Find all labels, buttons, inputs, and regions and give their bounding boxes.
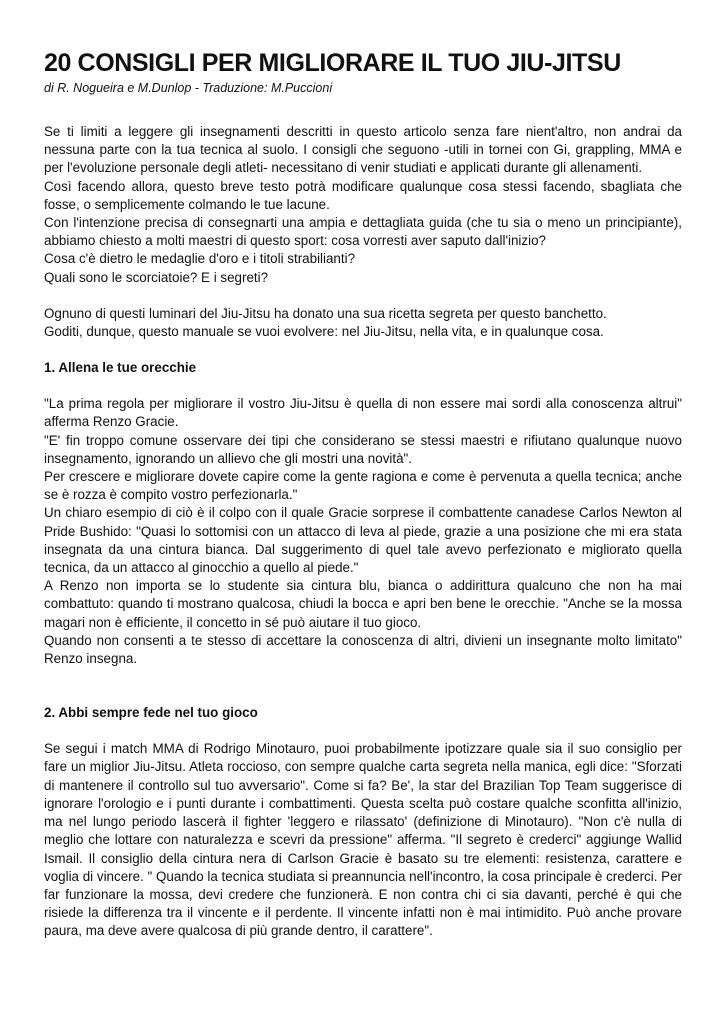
section-paragraph: A Renzo non importa se lo studente sia cintura blu, bianca o addirittura qualcuno che non ha mai combattuto: quando ti mostrano qualcosa, chiudi la bocca e apri ben bene le orecchie. "Anche se la mossa magari non è efficiente, il concetto in sé può aiutare il tuo gioco. [44, 578, 682, 630]
section-paragraph: Se segui i match MMA di Rodrigo Minotauro, puoi probabilmente ipotizzare quale sia il suo consiglio per fare un miglior Jiu-Jitsu. Atleta roccioso, con sempre qualche carta segreta nella manica, egli dice: "Sforzati di mantenere il controllo sul tuo avversario". Come si fa? Be', la star del Brazilian Top Team suggerisce di ignorare l'orologio e i punti durante i combattimenti. Questa scelta può costare qualche sconfitta all'inizio, ma nel lungo periodo lascerà il fighter 'leggero e rilassato' (definizione di Minotauro). "Non c'è nulla di meglio che lottare con naturalezza e scevri da pressione" afferma. "Il segreto è crederci" aggiunge Wallid Ismail. Il consiglio della cintura nera di Carlson Gracie è basato su tre elementi: resistenza, carattere e voglia di vincere. " Quando la tecnica studiata si preannuncia nell'incontro, la cosa principale è crederci. Per far funzionare la mossa, devi credere che funzionerà. E non contra chi ci sia davanti, perché è qui che risiede la differenza tra il vincente e il perdente. Il vincente infatti non è mai intimidito. Può anche provare paura, ma deve avere qualcosa di più grande dentro, il carattere". [44, 741, 682, 939]
intro-paragraph: Così facendo allora, questo breve testo potrà modificare qualunque cosa stessi facendo, sbagliata che fosse, o semplicemente colmando le tue lacune. [44, 178, 682, 212]
intro-paragraph: Quali sono le scorciatoie? E i segreti? [44, 269, 269, 285]
intro-paragraph: Se ti limiti a leggere gli insegnamenti descritti in questo articolo senza fare nient'altro, non andrai da nessuna parte con la tua tecnica al suolo. I consigli che seguono -utili in tornei con Gi, grappling, MMA e per l'evoluzione personale degli atleti- necessitano di venir studiati e applicati durante gli allenamenti. [44, 124, 682, 176]
intro-block [44, 123, 682, 287]
document-byline: di R. Nogueira e M.Dunlop - Traduzione: M.Puccioni [44, 81, 333, 95]
section-paragraph: Quando non consenti a te stesso di accettare la conoscenza di altri, divieni un insegnante molto limitato" Renzo insegna. [44, 632, 682, 667]
section-body [44, 395, 682, 668]
intro-paragraph: Cosa c'è dietro le medaglie d'oro e i titoli strabilianti? [44, 251, 356, 267]
document-title: 20 CONSIGLI PER MIGLIORARE IL TUO JIU-JITSU [44, 49, 621, 77]
section-heading: 2. Abbi sempre fede nel tuo gioco [44, 705, 258, 721]
intro-paragraph: Con l'intenzione precisa di consegnarti una ampia e dettagliata guida (che tu sia o meno un principiante), abbiamo chiesto a molti maestri di questo sport: cosa vorresti aver saputo dall'inizio? [44, 215, 682, 249]
intro-closing-paragraph: Ognuno di questi luminari del Jiu-Jitsu ha donato una sua ricetta segreta per questo banchetto. [44, 305, 607, 321]
section-paragraph: Un chiaro esempio di ciò è il colpo con il quale Gracie sorprese il combattente canadese Carlos Newton al Pride Bushido: "Quasi lo sottomisi con un attacco di leva al piede, grazie a una posizione che mi era stata insegnata da una cintura bianca. Dal suggerimento di quel tale avevo perfezionato e migliorato quella tecnica, da un attacco al ginocchio a quello al piede." [44, 505, 682, 576]
section-body [44, 740, 682, 940]
intro-closing-block [44, 305, 682, 341]
document-page [44, 48, 682, 941]
section-heading: 1. Allena le tue orecchie [44, 360, 197, 376]
intro-closing-paragraph: Goditi, dunque, questo manuale se vuoi evolvere: nel Jiu-Jitsu, nella vita, e in qualunque cosa. [44, 324, 604, 340]
section-paragraph: "E' fin troppo comune osservare dei tipi che considerano se stessi maestri e rifiutano qualunque nuovo insegnamento, ignorando un allievo che gli mostri una novità". [44, 432, 682, 466]
section-paragraph: Per crescere e migliorare dovete capire come la gente ragiona e come è pervenuta a quella tecnica; anche se è rozza è compito vostro perfezionarla." [44, 469, 682, 503]
section-paragraph: "La prima regola per migliorare il vostro Jiu-Jitsu è quella di non essere mai sordi alla conoscenza altrui" afferma Renzo Gracie. [44, 396, 682, 430]
